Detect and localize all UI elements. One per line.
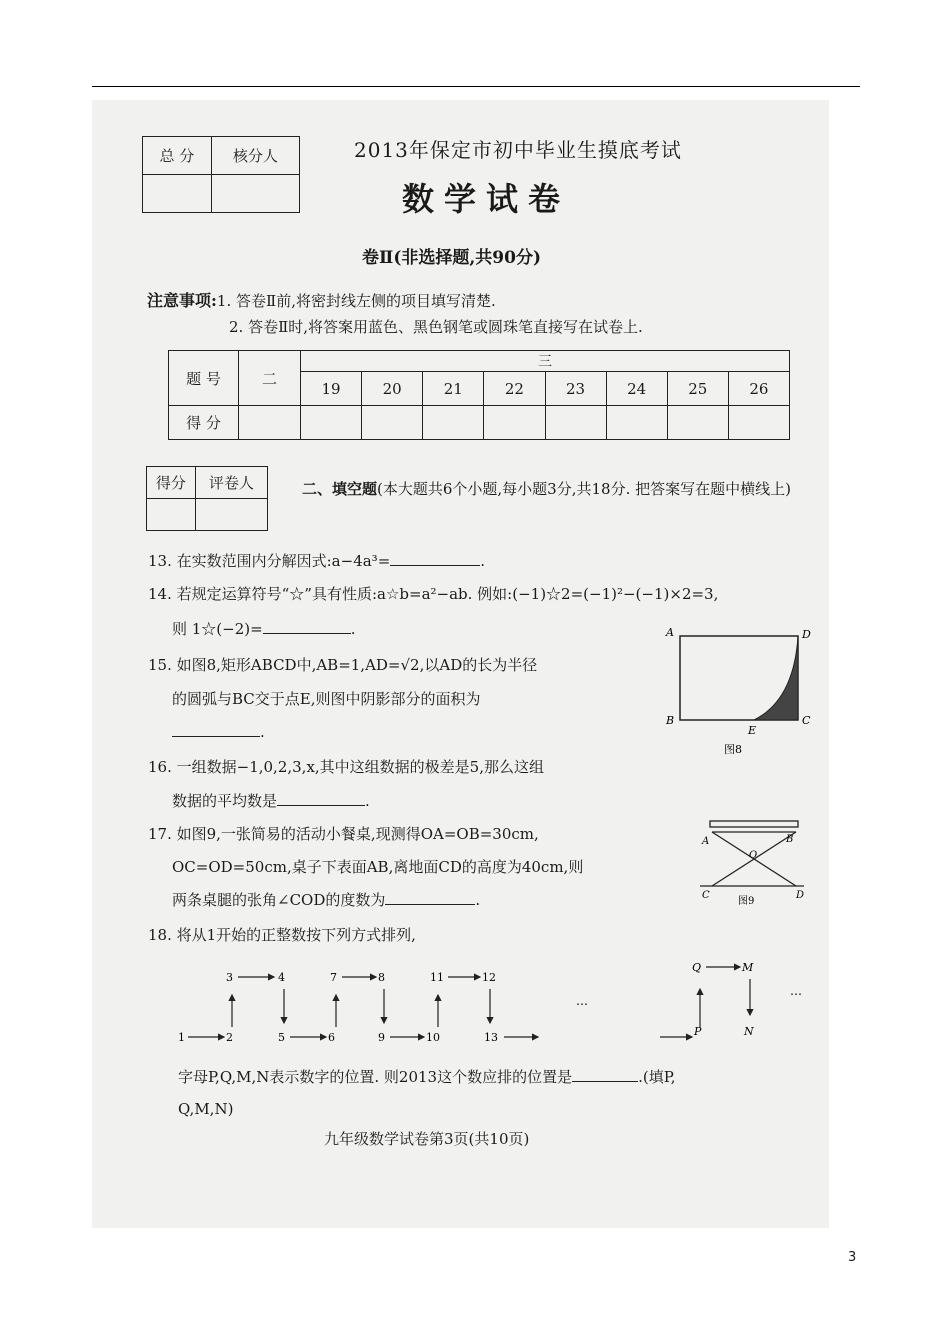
fig9-caption: 图9	[738, 896, 755, 907]
figure-8	[662, 620, 822, 760]
page-number: 3	[848, 1250, 857, 1265]
paper-title: 数学试卷	[402, 180, 571, 218]
grader-cell	[195, 499, 267, 531]
score-checker-label: 核分人	[211, 137, 299, 175]
fig9-label-d: D	[796, 890, 805, 901]
pattern-letter-m: M	[742, 961, 754, 974]
pattern-number: 4	[278, 971, 285, 984]
grader-box	[146, 466, 268, 531]
pattern-number: 8	[378, 971, 385, 984]
score-cell	[239, 406, 301, 440]
number-pattern-diagram	[168, 955, 808, 1055]
score-cell	[545, 406, 606, 440]
answer-blank-17[interactable]	[385, 904, 475, 905]
pattern-number: 3	[226, 971, 233, 984]
score-table-col: 19	[301, 372, 362, 406]
grader-score-cell	[147, 499, 196, 531]
question-15-line1: 15. 如图8,矩形ABCD中,AB=1,AD=√2,以AD的长为半径	[148, 656, 538, 674]
score-table-row2-label: 得 分	[169, 406, 239, 440]
fig9-label-a: A	[702, 836, 710, 847]
fig8-label-b: B	[666, 714, 675, 727]
score-table-col: 22	[484, 372, 545, 406]
scanned-exam-page	[92, 100, 829, 1228]
question-17-text: 两条桌腿的张角∠COD的度数为	[172, 891, 386, 909]
question-17-line1: 17. 如图9,一张简易的活动小餐桌,现测得OA=OB=30cm,	[148, 825, 539, 843]
question-13-text: 13. 在实数范围内分解因式:a−4a³=	[148, 552, 391, 570]
score-table-col: 24	[606, 372, 667, 406]
fig8-label-a: A	[666, 626, 674, 639]
question-18-tail: .(填P,	[638, 1068, 676, 1086]
pattern-number: 6	[328, 1031, 335, 1044]
score-checker-cell	[211, 175, 299, 213]
question-18-line3: Q,M,N)	[178, 1100, 234, 1118]
pattern-number: 5	[278, 1031, 285, 1044]
pattern-number: 1	[178, 1031, 185, 1044]
score-table-section3: 三	[301, 351, 790, 372]
pattern-letter-q: Q	[692, 961, 702, 974]
grader-label: 评卷人	[195, 467, 267, 499]
question-17-line3	[172, 891, 480, 909]
answer-blank-14[interactable]	[263, 633, 351, 634]
question-15-line2: 的圆弧与BC交于点E,则图中阴影部分的面积为	[172, 690, 481, 708]
question-15-period: .	[260, 723, 265, 741]
question-16-text: 数据的平均数是	[172, 792, 278, 810]
notes-label: 注意事项:	[147, 291, 217, 310]
question-14-line1: 14. 若规定运算符号“☆”具有性质:a☆b=a²−ab. 例如:(−1)☆2=(−1)²−(−1)×2=3,	[148, 585, 719, 603]
total-score-cell	[143, 175, 212, 213]
question-16-period: .	[365, 792, 370, 810]
fig9-label-c: C	[702, 890, 710, 901]
page-footer: 九年级数学试卷第3页(共10页)	[324, 1130, 530, 1148]
score-cell	[667, 406, 728, 440]
pattern-number: 9	[378, 1031, 385, 1044]
score-table-col: 26	[728, 372, 789, 406]
pattern-ellipsis: …	[576, 994, 588, 1008]
score-cell	[606, 406, 667, 440]
pattern-ellipsis: …	[790, 984, 802, 998]
total-score-box	[142, 136, 300, 213]
figure-9	[692, 812, 812, 912]
question-14-line2	[172, 620, 355, 638]
score-table-col: 25	[667, 372, 728, 406]
section-description: (本大题共6个小题,每小题3分,共18分. 把答案写在题中横线上)	[377, 480, 791, 498]
score-cell	[362, 406, 423, 440]
table-top	[710, 821, 798, 827]
answer-blank-16[interactable]	[277, 805, 365, 806]
exam-title: 2013年保定市初中毕业生摸底考试	[354, 138, 682, 162]
fig8-caption: 图8	[724, 743, 742, 756]
answer-blank-15[interactable]	[172, 736, 260, 737]
pattern-number: 10	[426, 1031, 440, 1044]
shaded-region	[754, 636, 798, 720]
question-13	[148, 552, 485, 570]
grader-score-label: 得分	[147, 467, 196, 499]
note-item-2: 2. 答卷Ⅱ时,将答案用蓝色、黑色钢笔或圆珠笔直接写在试卷上.	[229, 318, 643, 336]
fig9-label-b: B	[786, 834, 794, 845]
question-14-period: .	[350, 620, 356, 638]
score-table-col: 21	[423, 372, 484, 406]
question-15-line3	[172, 723, 265, 741]
score-table-col: 20	[362, 372, 423, 406]
pattern-number: 7	[330, 971, 337, 984]
note-item-1: 1. 答卷Ⅱ前,将密封线左侧的项目填写清楚.	[216, 292, 496, 310]
question-16-line2	[172, 792, 370, 810]
score-table-section2: 二	[239, 351, 301, 406]
section-title: 二、填空题	[302, 480, 378, 498]
paper-subtitle: 卷Ⅱ(非选择题,共90分)	[362, 248, 541, 268]
question-18-line1: 18. 将从1开始的正整数按下列方式排列,	[148, 926, 416, 944]
answer-blank-13[interactable]	[390, 565, 480, 566]
score-cell	[423, 406, 484, 440]
question-score-table	[168, 350, 790, 440]
pattern-number: 11	[430, 971, 444, 984]
question-14-text: 则 1☆(−2)=	[172, 620, 263, 638]
section-heading	[302, 476, 817, 502]
total-score-label: 总 分	[143, 137, 212, 175]
score-cell	[728, 406, 789, 440]
score-cell	[301, 406, 362, 440]
question-16-line1: 16. 一组数据−1,0,2,3,x,其中这组数据的极差是5,那么这组	[148, 758, 544, 776]
question-18-line2	[178, 1068, 676, 1086]
question-13-period: .	[480, 552, 486, 570]
fig8-label-c: C	[802, 714, 811, 727]
pattern-letter-n: N	[744, 1025, 754, 1038]
score-table-row1-label: 题 号	[169, 351, 239, 406]
pattern-number: 13	[484, 1031, 498, 1044]
fig8-label-e: E	[748, 724, 757, 737]
header-rule	[92, 86, 860, 87]
fig9-label-o: O	[749, 850, 758, 861]
question-18-text: 字母P,Q,M,N表示数字的位置. 则2013这个数应排的位置是	[178, 1068, 573, 1086]
pattern-number: 2	[226, 1031, 233, 1044]
answer-blank-18[interactable]	[572, 1081, 638, 1082]
pattern-letter-p: P	[694, 1025, 702, 1038]
score-cell	[484, 406, 545, 440]
question-17-line2: OC=OD=50cm,桌子下表面AB,离地面CD的高度为40cm,则	[172, 858, 584, 876]
pattern-number: 12	[482, 971, 496, 984]
score-table-col: 23	[545, 372, 606, 406]
question-17-period: .	[475, 891, 481, 909]
fig8-label-d: D	[802, 628, 811, 641]
notes-block	[147, 288, 643, 340]
